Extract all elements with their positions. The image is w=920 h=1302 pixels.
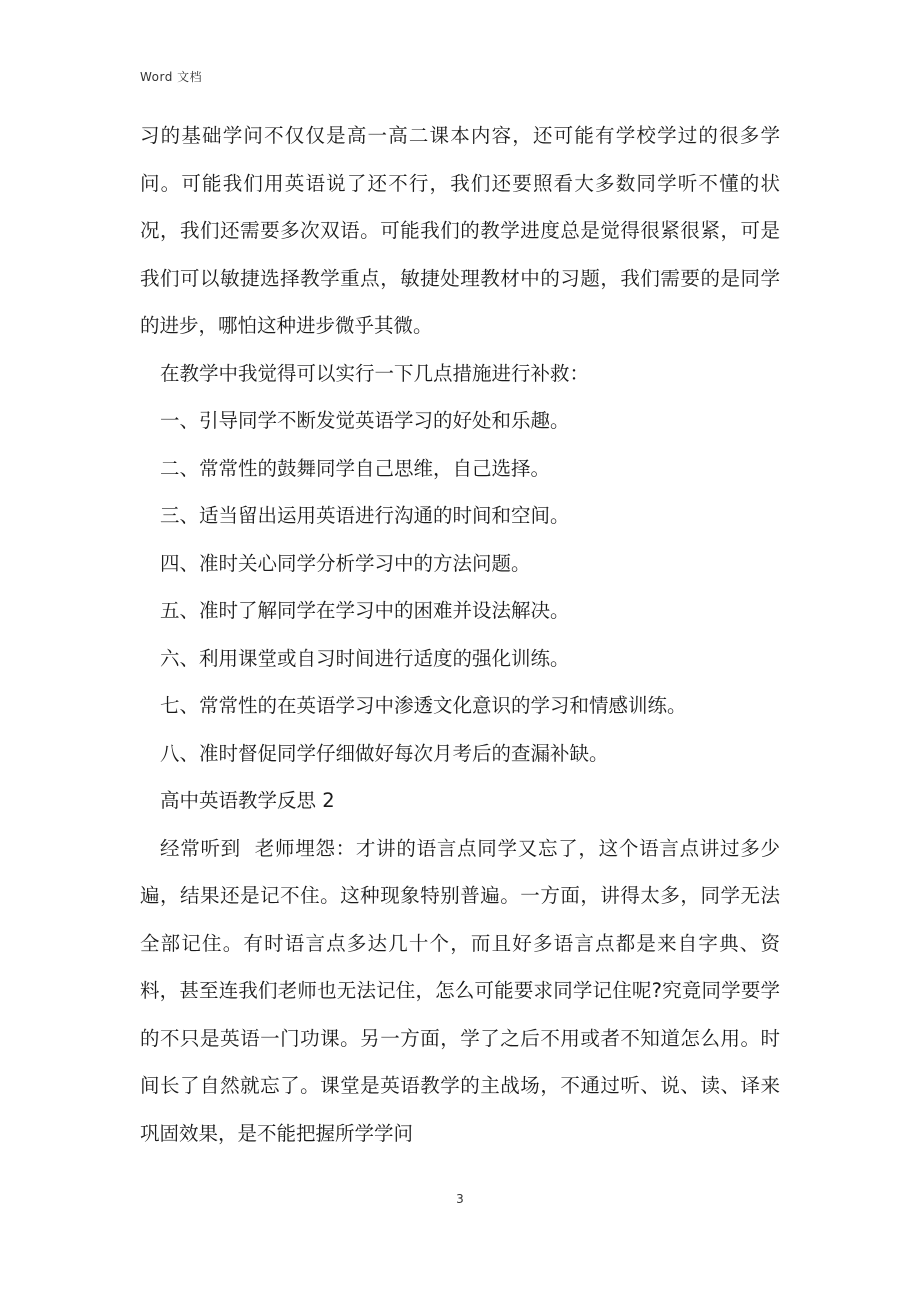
list-item: 七、常常性的在英语学习中渗透文化意识的学习和情感训练。 <box>160 694 687 717</box>
list-item: 六、利用课堂或自习时间进行适度的强化训练。 <box>160 646 570 670</box>
list-item: 五、准时了解同学在学习中的困难并设法解决。 <box>160 599 570 622</box>
page-number: 3 <box>456 1192 464 1206</box>
document-header: Word 文档 <box>140 70 203 84</box>
section-heading: 高中英语教学反思 2 <box>160 789 335 812</box>
document-body <box>140 112 780 1157</box>
list-item: 一、引导同学不断发觉英语学习的好处和乐趣。 <box>160 409 570 432</box>
paragraph: 习的基础学问不仅仅是高一高二课本内容，还可能有学校学过的很多学问。可能我们用英语说了还不行，我们还要照看大多数同学听不懂的状况，我们还需要多次双语。可能我们的教学进度总是觉得很紧很紧，可是我们可以敏捷选择教学重点，敏捷处理教材中的习题，我们需要的是同学的进步，哪怕这种进步微乎其微。 <box>140 124 780 337</box>
list-item: 四、准时关心同学分析学习中的方法问题。 <box>160 551 531 575</box>
paragraph: 在教学中我觉得可以实行一下几点措施进行补救： <box>160 361 590 385</box>
list-item: 三、适当留出运用英语进行沟通的时间和空间。 <box>160 504 570 527</box>
list-item: 八、准时督促同学仔细做好每次月考后的查漏补缺。 <box>160 741 609 765</box>
paragraph: 经常听到 老师埋怨：才讲的语言点同学又忘了，这个语言点讲过多少遍，结果还是记不住。这种现象特别普遍。一方面，讲得太多，同学无法全部记住。有时语言点多达几十个，而且好多语言点都是来自字典、资料，甚至连我们老师也无法记住，怎么可能要求同学记住呢?究竟同学要学的不只是英语一门功课。另一方面，学了之后不用或者不知道怎么用。时间长了自然就忘了。课堂是英语教学的主战场，不通过听、说、读、译来巩固效果，是不能把握所学学问 <box>140 836 780 1145</box>
list-item: 二、常常性的鼓舞同学自己思维，自己选择。 <box>160 456 551 480</box>
